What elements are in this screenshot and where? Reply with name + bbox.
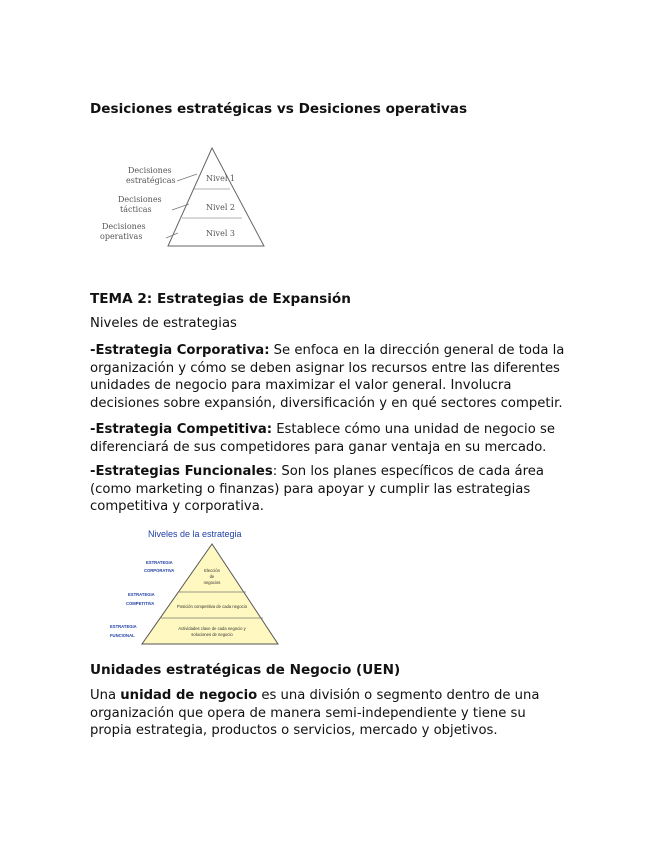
label-pointer-2 [172,204,189,210]
strategy-label-1-line1: ESTRATEGIA [146,560,173,565]
uen-term: unidad de negocio [120,688,258,703]
strategy-level-3-line1: Actividades clave de cada negocio y [178,626,246,631]
section-title-tema2: TEMA 2: Estrategias de Expansión [90,291,351,307]
item-competitiva-text: Establece cómo una unidad de negocio se diferenciará de sus competidores para ganar ventaja en su mercado. [90,422,555,455]
strategy-levels-pyramid [106,526,282,648]
strategy-label-1-line2: CORPORATIVA [144,568,175,573]
item-funcionales [90,463,570,516]
item-corporativa-term: -Estrategia Corporativa: [90,343,270,358]
pyramid-label-3-line1: Decisiones [102,222,146,231]
item-funcionales-text: : Son los planes específicos de cada área (como marketing o finanzas) para apoyar y cumplir las estrategias competitiva y corporativa. [90,464,544,515]
pyramid-level-3: Nivel 3 [206,229,236,238]
strategy-label-3-line2: FUNCIONAL [110,633,135,638]
pyramid-label-1-line2: estratégicas [126,176,176,185]
item-funcionales-term: -Estrategias Funcionales [90,464,273,479]
strategy-label-2-line1: ESTRATEGIA [128,592,155,597]
pyramid-label-2-line2: tácticas [120,205,152,214]
section-title-decisiones: Desiciones estratégicas vs Desiciones operativas [90,101,468,117]
pyramid-label-2-line1: Decisiones [118,195,162,204]
label-pointer-1 [177,174,197,181]
item-corporativa [90,342,570,412]
strategy-level-1-line3: negocios [203,580,221,585]
pyramid-level-1: Nivel 1 [206,174,236,183]
decision-levels-pyramid [94,140,274,252]
pyramid-label-3-line2: operativas [100,232,143,241]
niveles-intro: Niveles de estrategias [90,316,237,331]
item-competitiva-term: -Estrategia Competitiva: [90,422,273,437]
item-competitiva [90,421,570,456]
strategy-label-2-line2: COMPETITIVA [126,601,155,606]
uen-paragraph [90,687,570,740]
strategy-level-1-line2: de [209,574,215,579]
strategy-label-3-line1: ESTRATEGIA [110,624,137,629]
strategy-figure-title: Niveles de la estrategia [148,529,242,539]
section-title-uen: Unidades estratégicas de Negocio (UEN) [90,662,401,678]
strategy-level-2: Posición competitiva de cada negocio [176,604,248,609]
strategy-level-3-line2: soluciones de negocio [191,632,233,637]
pyramid-level-2: Nivel 2 [206,203,236,212]
uen-text: es una división o segmento dentro de una organización que opera de manera semi-independiente y tiene su propia estrategia, productos o servicios, mercado y objetivos. [90,688,540,739]
item-corporativa-text: Se enfoca en la dirección general de toda la organización y cómo se deben asignar los recursos entre las diferentes unidades de negocio para maximizar el valor general. Involucra decisiones sobre expansión, diversificación y en qué sectores competir. [90,343,565,411]
pyramid-label-1-line1: Decisiones [128,166,172,175]
strategy-level-1-line1: Elección [204,568,220,573]
uen-pre: Una [90,688,121,703]
